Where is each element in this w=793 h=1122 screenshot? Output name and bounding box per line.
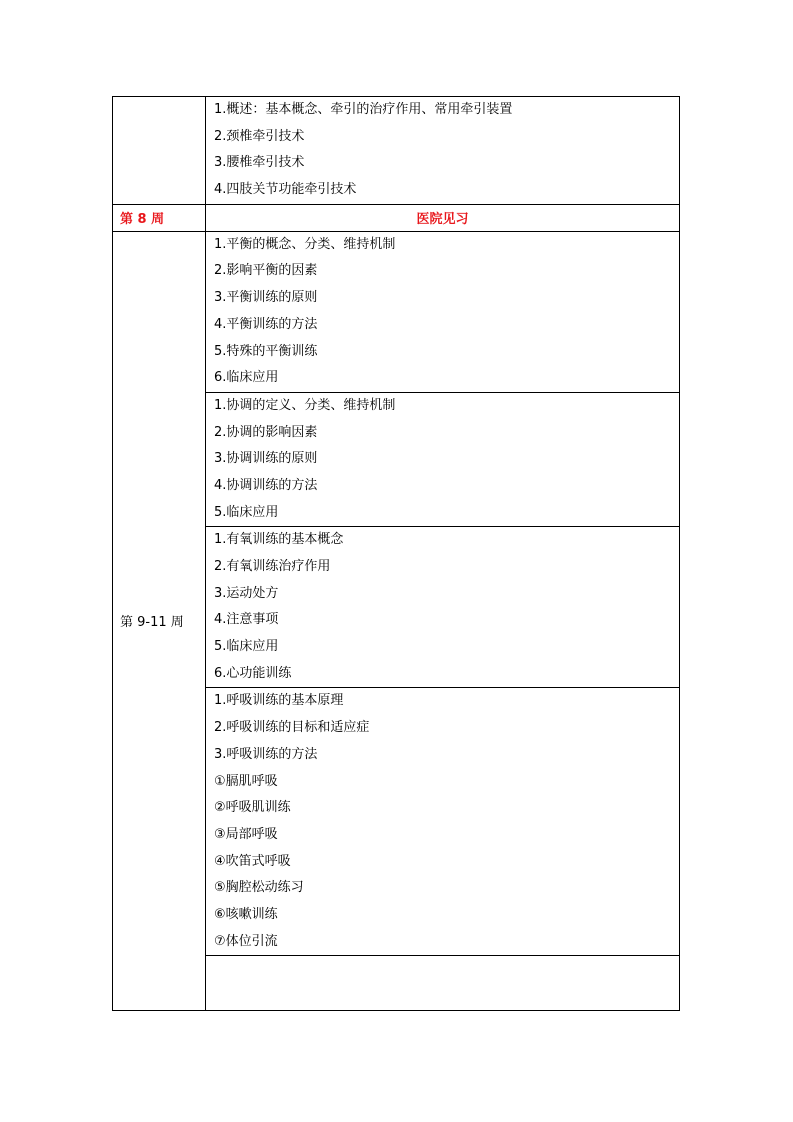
syllabus-table <box>112 96 680 1011</box>
list-item: 2.有氧训练治疗作用 <box>214 559 331 574</box>
list-item: 1.有氧训练的基本概念 <box>214 532 344 548</box>
list-item: ①膈肌呼吸 <box>214 773 278 789</box>
list-item: 1.协调的定义、分类、维持机制 <box>214 397 396 413</box>
list-item: 1.概述：基本概念、牵引的治疗作用、常用牵引装置 <box>214 102 513 117</box>
content-cell-coordination <box>206 392 680 526</box>
week-cell-empty <box>113 97 206 205</box>
content-cell-balance <box>206 231 680 392</box>
table-row-week8 <box>113 204 680 231</box>
list-item: 2.颈椎牵引技术 <box>214 128 305 144</box>
list-item: 5.临床应用 <box>214 639 279 655</box>
list-item: 6.临床应用 <box>214 370 279 386</box>
list-item: 1.平衡的概念、分类、维持机制 <box>214 236 396 252</box>
list-item: 3.平衡训练的原则 <box>214 290 318 306</box>
list-item: 5.临床应用 <box>214 504 279 520</box>
list-item: 2.呼吸训练的目标和适应症 <box>214 720 370 736</box>
list-item: 6.心功能训练 <box>214 665 292 681</box>
list-item: 3.腰椎牵引技术 <box>214 155 305 171</box>
list-item: 2.协调的影响因素 <box>214 424 318 440</box>
week-cell-weeks-9-11: 第 9-11 周 <box>113 231 206 1010</box>
content-cell-aerobic <box>206 527 680 688</box>
list-item: 4.注意事项 <box>214 612 279 628</box>
list-item: 4.四肢关节功能牵引技术 <box>214 182 357 198</box>
list-item: ⑤胸腔松动练习 <box>214 880 304 896</box>
content-cell-traction <box>206 97 680 205</box>
week-cell-empty <box>206 956 680 1010</box>
list-item: 3.呼吸训练的方法 <box>214 746 318 762</box>
list-item: 5.特殊的平衡训练 <box>214 343 318 359</box>
list-item: ③局部呼吸 <box>214 826 278 842</box>
list-item: 4.协调训练的方法 <box>214 477 318 493</box>
list-item: 4.平衡训练的方法 <box>214 316 318 332</box>
list-item: ⑥咳嗽训练 <box>214 906 278 922</box>
list-item: 3.协调训练的原则 <box>214 451 318 467</box>
week-cell-week8: 第 8 周 <box>113 204 206 231</box>
content-cell-hospital-visit: 医院见习 <box>206 204 680 231</box>
table-row-traction <box>113 97 680 205</box>
table-row-balance <box>113 231 680 392</box>
list-item: ④吹笛式呼吸 <box>214 853 291 869</box>
list-item: 2.影响平衡的因素 <box>214 263 318 279</box>
list-item: 3.运动处方 <box>214 585 279 601</box>
list-item: 1.呼吸训练的基本原理 <box>214 693 344 709</box>
list-item: ②呼吸肌训练 <box>214 800 291 816</box>
list-item: ⑦体位引流 <box>214 933 278 949</box>
content-cell-breathing <box>206 688 680 956</box>
